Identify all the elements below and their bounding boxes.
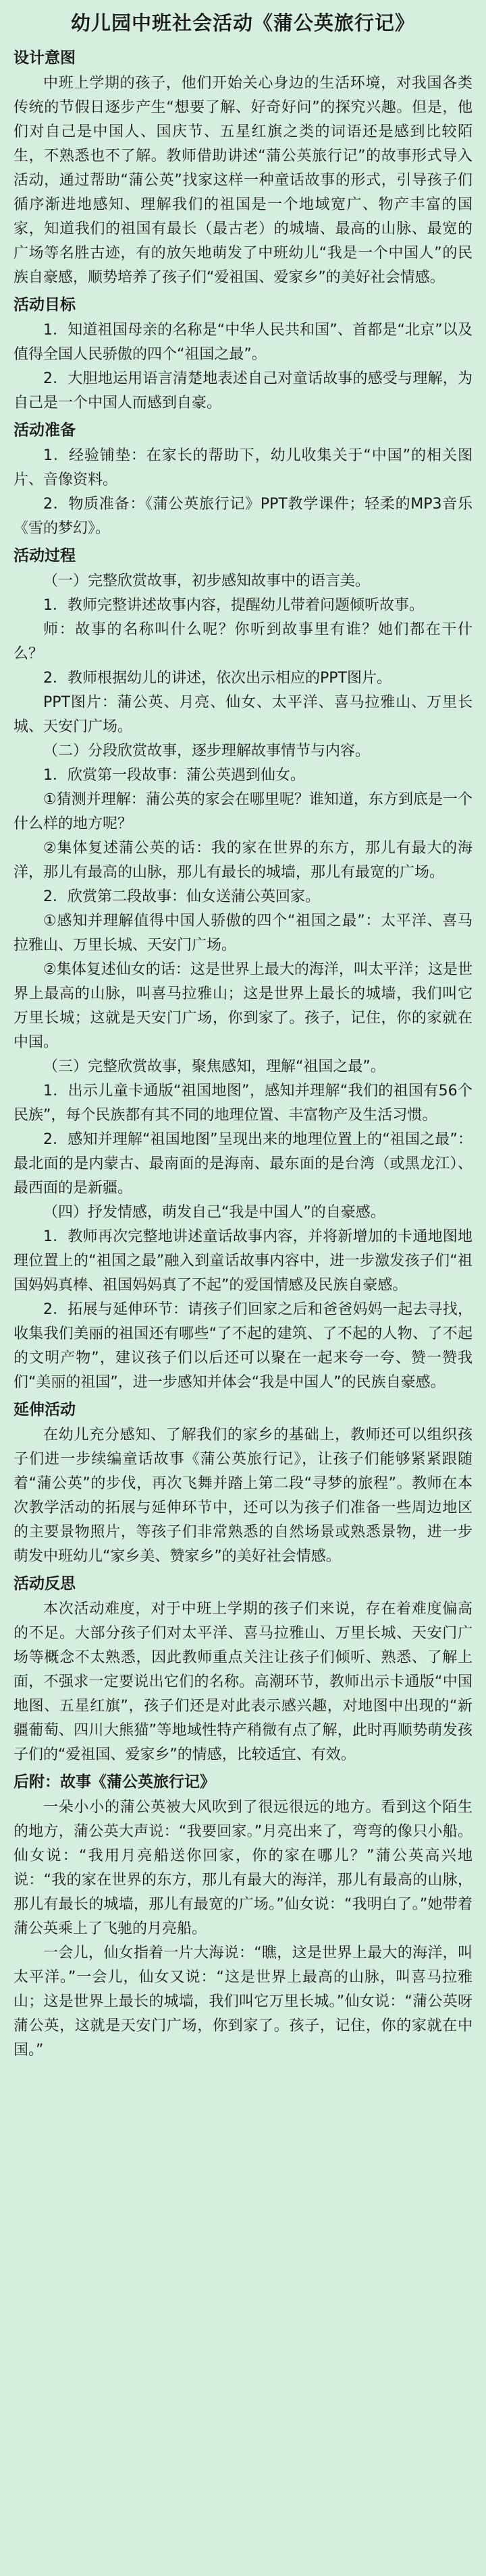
paragraph: 一会儿，仙女指着一片大海说：“瞧，这是世界上最大的海洋，叫太平洋。”一会儿，仙女又说：“这是世界上最高的山脉，叫喜马拉雅山；这是世界上最长的城墙，我们叫它万里长城。”仙女说：“蒲公英呀蒲公英，这就是天安门广场，你到家了。孩子，记住，你的家就在中国。” [14,1945,473,2059]
paragraph: 1．教师再次完整地讲述童话故事内容，并将新增加的卡通地图地理位置上的“祖国之最”融入到童话故事内容中，进一步激发孩子们“祖国妈妈真棒、祖国妈妈真了不起”的爱国情感及民族自豪感。 [14,1228,473,1294]
document-title: 幼儿园中班社会活动《蒲公英旅行记》 [70,11,415,34]
paragraph: 本次活动难度，对于中班上学期的孩子们来说，存在着难度偏高的不足。大部分孩子们对太平洋、喜马拉雅山、万里长城、天安门广场等概念不太熟悉，因此教师重点关注让孩子们倾听、熟悉、了解上面，不强求一定要说出它们的名称。高潮环节，教师出示卡通版“中国地图、五星红旗”，孩子们还是对此表示感兴趣，对地图中出现的“新疆葡萄、四川大熊猫”等地域性特产稍微有点了解，此时再顺势萌发孩子们的“爱祖国、爱家乡”的情感，比较适宜、有效。 [14,1601,473,1763]
paragraph: ①猜测并理解：蒲公英的家会在哪里呢？谁知道，东方到底是一个什么样的地方呢？ [14,791,473,832]
paragraph: 1．教师完整讲述故事内容，提醒幼儿带着问题倾听故事。 [43,597,424,614]
section-heading: 活动准备 [14,422,76,439]
section [14,46,473,290]
section [14,1572,473,1767]
section-heading: 活动目标 [14,296,76,314]
section-heading: 后附：故事《蒲公英旅行记》 [14,1773,215,1791]
paragraph: ①感知并理解值得中国人骄傲的四个“祖国之最”：太平洋、喜马拉雅山、万里长城、天安门广场。 [14,913,473,954]
document-body [14,46,473,2063]
section-heading: 设计意图 [14,49,76,67]
paragraph: （三）完整欣赏故事，聚焦感知，理解“祖国之最”。 [43,1058,385,1075]
section-heading: 延伸活动 [14,1401,76,1419]
paragraph: 2．拓展与延伸环节：请孩子们回家之后和爸爸妈妈一起去寻找，收集我们美丽的祖国还有哪些“了不起的建筑、了不起的人物、了不起的文明产物”，建议孩子们以后还可以聚在一起来夸一夸、赞一赞我们“美丽的祖国”，进一步感知并体会“我是中国人”的民族自豪感。 [14,1301,473,1391]
section [14,544,473,1395]
paragraph: 一朵小小的蒲公英被大风吹到了很远很远的地方。看到这个陌生的地方，蒲公英大声说：“我要回家。”月亮出来了，弯弯的像只小船。仙女说：“我用月亮船送你回家，你的家在哪儿？”蒲公英高兴地说：“我的家在世界的东方，那儿有最大的海洋，那儿有最高的山脉，那儿有最长的城墙，那儿有最宽的广场。”仙女说：“我明白了。”她带着蒲公英乘上了飞驰的月亮船。 [14,1799,473,1937]
section-heading: 活动反思 [14,1575,76,1593]
paragraph: 2．感知并理解“祖国地图”呈现出来的地理位置上的“祖国之最”：最北面的是内蒙古、最南面的是海南、最东面的是台湾（或黑龙江）、最西面的是新疆。 [14,1131,473,1197]
paragraph: 2．欣赏第二段故事：仙女送蒲公英回家。 [43,888,320,905]
section [14,1770,473,2063]
paragraph: 1．经验铺垫：在家长的帮助下，幼儿收集关于“中国”的相关图片、音像资料。 [14,447,473,488]
paragraph: 2．大胆地运用语言清楚地表述自己对童话故事的感受与理解，为自己是一个中国人而感到自豪。 [14,370,473,411]
paragraph: ②集体复述仙女的话：这是世界上最大的海洋，叫太平洋；这是世界上最高的山脉，叫喜马拉雅山；这是世界上最长的城墙，我们叫它万里长城；这就是天安门广场，你到家了。孩子，记住，你的家就在中国。 [14,961,473,1051]
section-heading: 活动过程 [14,547,76,565]
paragraph: （一）完整欣赏故事，初步感知故事中的语言美。 [43,573,371,590]
paragraph: 2．物质准备：《蒲公英旅行记》PPT教学课件；轻柔的MP3音乐《雪的梦幻》。 [14,496,473,537]
section [14,418,473,541]
section [14,1398,473,1569]
section [14,293,473,416]
paragraph: 2．教师根据幼儿的讲述，依次出示相应的PPT图片。 [43,670,392,687]
paragraph: ②集体复述蒲公英的话：我的家在世界的东方，那儿有最大的海洋，那儿有最高的山脉，那儿有最长的城墙，那儿有最宽的广场。 [14,840,473,881]
paragraph: 在幼儿充分感知、了解我们的家乡的基础上，教师还可以组织孩子们进一步续编童话故事《蒲公英旅行记》，让孩子们能够紧紧跟随着“蒲公英”的步伐，再次飞舞并踏上第二段“寻梦的旅程”。教师在本次教学活动的拓展与延伸环节中，还可以为孩子们准备一些周边地区的主要景物照片，等孩子们非常熟悉的自然场景或熟悉景物，进一步萌发中班幼儿“家乡美、赞家乡”的美好社会情感。 [14,1427,473,1565]
paragraph: （四）抒发情感，萌发自己“我是中国人”的自豪感。 [43,1204,385,1221]
paragraph: （二）分段欣赏故事，逐步理解故事情节与内容。 [43,743,371,760]
paragraph: 中班上学期的孩子，他们开始关心身边的生活环境，对我国各类传统的节假日逐步产生“想要了解、好奇好问”的探究兴趣。但是，他们对自己是中国人、国庆节、五星红旗之类的词语还是感到比较陌生，不熟悉也不了解。教师借助讲述“蒲公英旅行记”的故事形式导入活动，通过帮助“蒲公英”找家这样一种童话故事的形式，引导孩子们循序渐进地感知、理解我们的祖国是一个地域宽广、物产丰富的国家，知道我们的祖国有最长（最古老）的城墙、最高的山脉、最宽的广场等名胜古迹，有的放矢地萌发了中班幼儿“我是一个中国人”的民族自豪感，顺势培养了孩子们“爱祖国、爱家乡”的美好社会情感。 [14,75,473,286]
paragraph: PPT图片：蒲公英、月亮、仙女、太平洋、喜马拉雅山、万里长城、天安门广场。 [14,694,473,735]
paragraph: 1．出示儿童卡通版“祖国地图”，感知并理解“我们的祖国有56个民族”，每个民族都有其不同的地理位置、丰富物产及生活习惯。 [14,1083,473,1124]
paragraph: 1．知道祖国母亲的名称是“中华人民共和国”、首都是“北京”以及值得全国人民骄傲的四个“祖国之最”。 [14,322,473,363]
paragraph: 1．欣赏第一段故事：蒲公英遇到仙女。 [43,767,305,784]
paragraph: 师：故事的名称叫什么呢？你听到故事里有谁？她们都在干什么？ [14,621,473,662]
